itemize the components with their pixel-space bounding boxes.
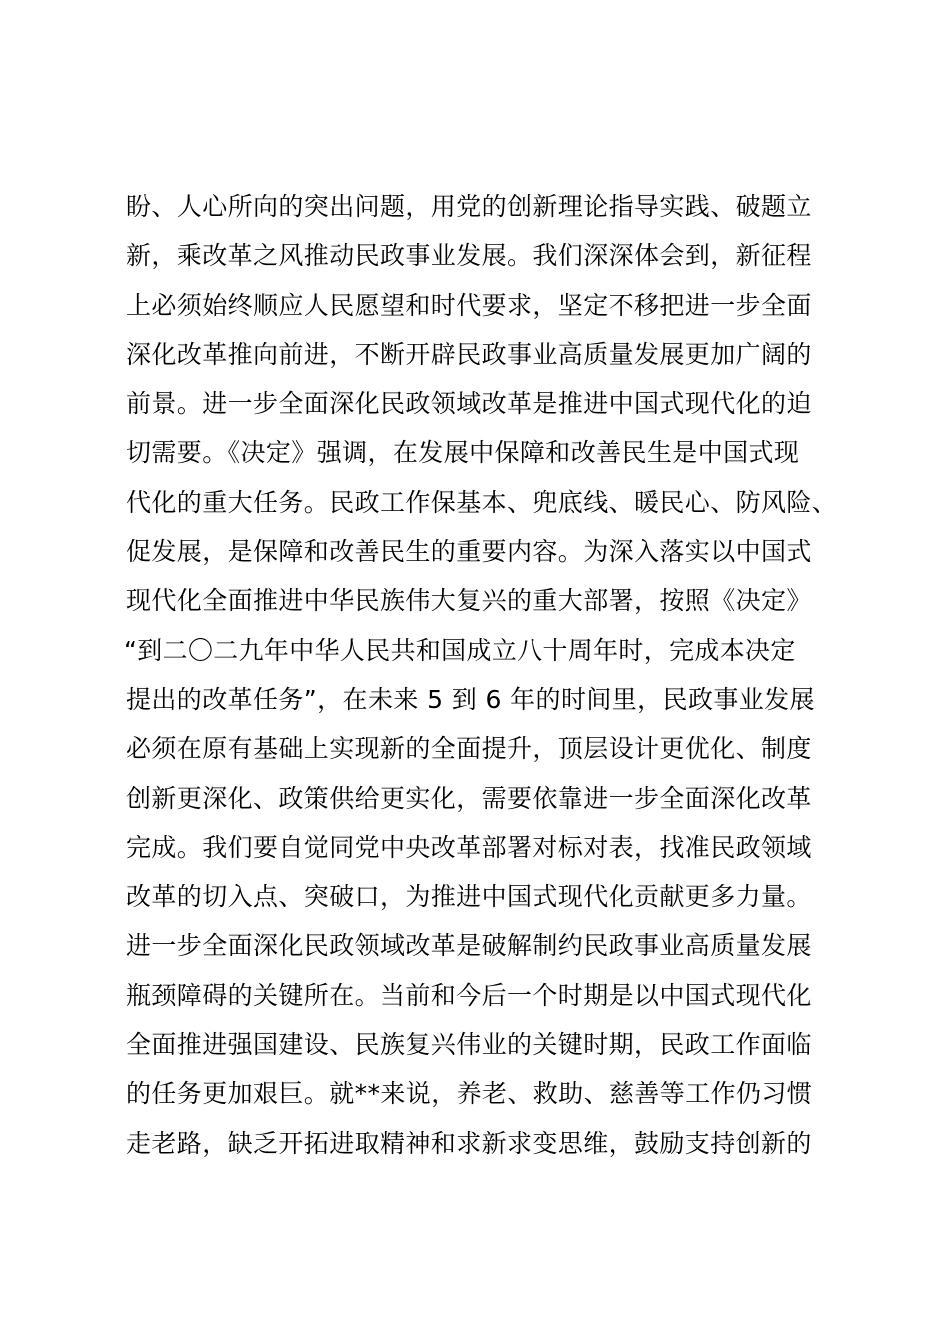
body-text [126, 182, 856, 1168]
text-line-1: 盼、人心所向的突出问题，用党的创新理论指导实践、破题立 [126, 192, 812, 221]
text-line-17: 瓶颈障碍的关键所在。当前和今后一个时期是以中国式现代化 [126, 980, 812, 1010]
text-line-4: 深化改革推向前进，不断开辟民政事业高质量发展更加广阔的 [126, 339, 812, 369]
text-line-16: 进一步全面深化民政领域改革是破解制约民政事业高质量发展 [126, 931, 812, 961]
text-line-9: 现代化全面推进中华民族伟大复兴的重大部署，按照《决定》 [126, 586, 812, 616]
text-line-13: 创新更深化、政策供给更实化，需要依靠进一步全面深化改革 [126, 783, 812, 813]
text-line-10: “到二〇二九年中华人民共和国成立八十周年时，完成本决定 [124, 635, 796, 665]
text-line-2: 新，乘改革之风推动民政事业发展。我们深深体会到，新征程 [126, 241, 812, 271]
text-line-20: 走老路，缺乏开拓进取精神和求新求变思维，鼓励支持创新的 [126, 1128, 812, 1158]
text-line-15: 改革的切入点、突破口，为推进中国式现代化贡献更多力量。 [126, 882, 812, 912]
text-line-11: 提出的改革任务”，在未来 5 到 6 年的时间里，民政事业发展 [126, 684, 815, 714]
text-line-5: 前景。进一步全面深化民政领域改革是推进中国式现代化的迫 [126, 389, 812, 419]
text-line-7: 代化的重大任务。民政工作保基本、兜底线、暖民心、防风险、 [126, 487, 838, 517]
text-line-19: 的任务更加艰巨。就**来说，养老、救助、慈善等工作仍习惯 [126, 1079, 813, 1109]
text-line-12: 必须在原有基础上实现新的全面提升，顶层设计更优化、制度 [126, 734, 812, 764]
text-line-18: 全面推进强国建设、民族复兴伟业的关键时期，民政工作面临 [126, 1030, 812, 1060]
text-line-6: 切需要。《决定》强调，在发展中保障和改善民生是中国式现 [126, 438, 800, 468]
text-line-3: 上必须始终顺应人民愿望和时代要求，坚定不移把进一步全面 [126, 290, 812, 320]
text-line-14: 完成。我们要自觉同党中央改革部署对标对表，找准民政领域 [126, 832, 812, 862]
text-line-8: 促发展，是保障和改善民生的重要内容。为深入落实以中国式 [126, 537, 812, 567]
